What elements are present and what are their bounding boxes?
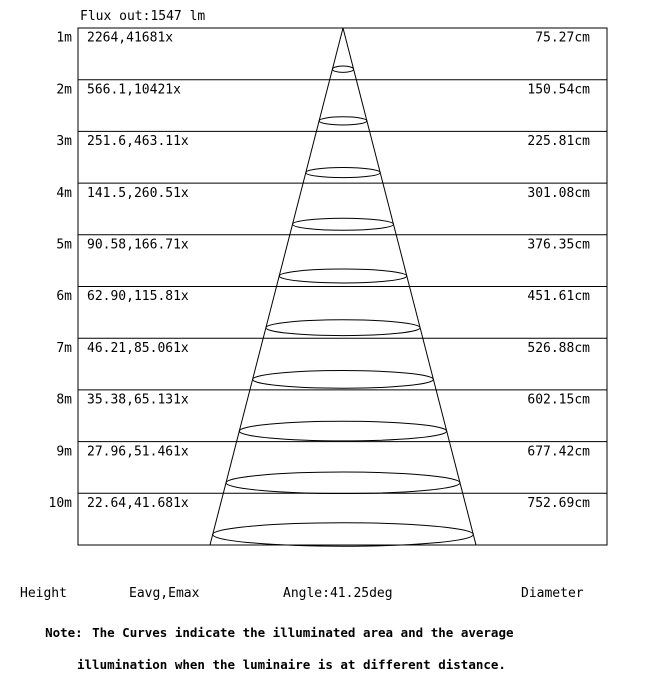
row-height-label: 6m	[56, 289, 72, 305]
row-diameter-label: 75.27cm	[535, 30, 590, 46]
beam-ellipse	[253, 371, 434, 389]
beam-ellipse	[213, 523, 474, 546]
row-diameter-label: 376.35cm	[527, 237, 590, 253]
chart-rows	[49, 31, 591, 511]
beam-ellipse	[266, 320, 420, 336]
row-height-label: 8m	[56, 392, 72, 408]
row-values-label: 46.21,85.061x	[87, 340, 189, 356]
row-height-label: 1m	[56, 30, 72, 46]
beam-ellipse	[319, 117, 367, 125]
row-diameter-label: 602.15cm	[527, 392, 590, 408]
row-values-label: 62.90,115.81x	[87, 289, 189, 305]
row-diameter-label: 225.81cm	[527, 134, 590, 150]
flux-label: Flux out:1547 lm	[80, 9, 206, 24]
footer-values-label: Eavg,Emax	[129, 586, 200, 601]
note-line-2: illumination when the luminaire is at different distance.	[77, 657, 506, 672]
footer-diameter-label: Diameter	[521, 586, 584, 601]
row-diameter-label: 677.42cm	[527, 444, 590, 460]
row-height-label: 5m	[56, 237, 72, 253]
row-values-label: 141.5,260.51x	[87, 185, 189, 201]
row-values-label: 2264,41681x	[87, 30, 174, 46]
row-diameter-label: 301.08cm	[527, 185, 590, 201]
row-height-label: 4m	[56, 185, 72, 201]
beam-ellipse	[306, 168, 380, 178]
row-diameter-label: 451.61cm	[527, 289, 590, 305]
row-height-label: 3m	[56, 134, 72, 150]
note-line-1: The Curves indicate the illuminated area and the average	[92, 625, 514, 640]
note-label: Note:	[45, 625, 83, 640]
row-values-label: 566.1,10421x	[87, 82, 181, 98]
chart-grid	[78, 28, 607, 545]
footer-angle-label: Angle:41.25deg	[283, 586, 393, 601]
row-values-label: 90.58,166.71x	[87, 237, 189, 253]
row-diameter-label: 752.69cm	[527, 496, 590, 511]
beam-cone	[210, 28, 476, 546]
row-height-label: 9m	[56, 444, 72, 460]
row-height-label: 10m	[48, 496, 72, 511]
row-diameter-label: 150.54cm	[527, 82, 590, 98]
row-height-label: 7m	[56, 340, 72, 356]
beam-ellipse	[239, 421, 446, 441]
beam-ellipse	[279, 269, 407, 283]
row-height-label: 2m	[56, 82, 72, 98]
row-values-label: 251.6,463.11x	[87, 134, 189, 150]
note-text	[30, 609, 514, 689]
row-values-label: 35.38,65.131x	[87, 392, 189, 408]
row-values-label: 22.64,41.681x	[87, 496, 189, 511]
beam-ellipse	[332, 66, 353, 72]
beam-ellipse	[226, 472, 460, 494]
footer-height-label: Height	[20, 586, 67, 601]
row-diameter-label: 526.88cm	[527, 340, 590, 356]
beam-ellipse	[293, 218, 394, 230]
row-values-label: 27.96,51.461x	[87, 444, 189, 460]
